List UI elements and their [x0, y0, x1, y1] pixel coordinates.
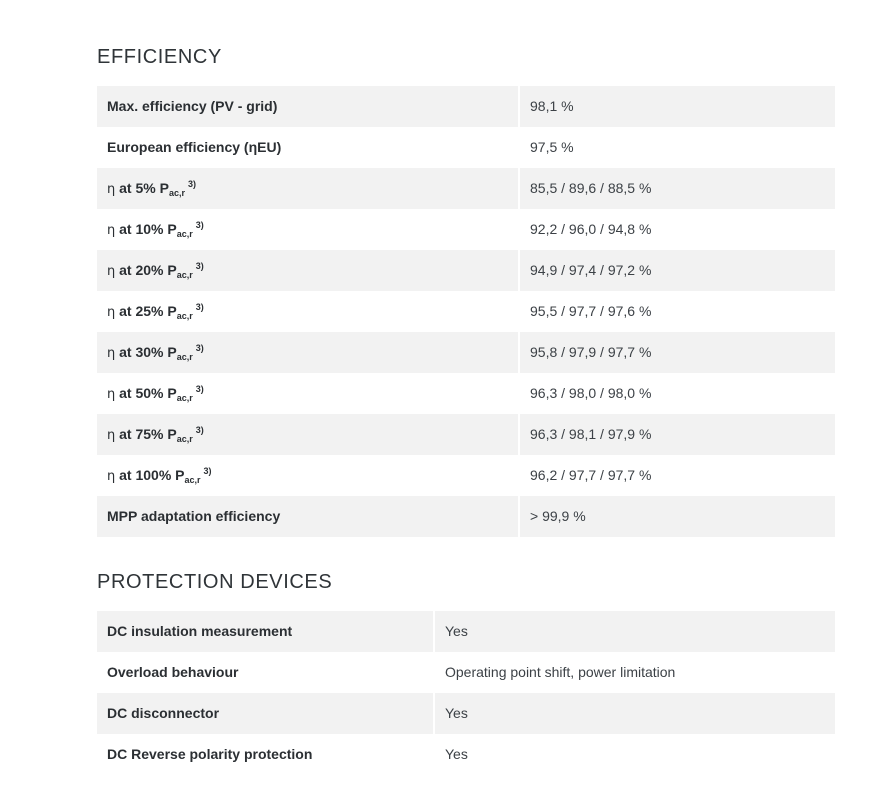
table-row [97, 250, 835, 291]
eta-symbol: η [107, 346, 116, 361]
row-label [97, 414, 518, 455]
label-text: at 100% P [119, 467, 185, 483]
table-row [97, 291, 835, 332]
row-value: Yes [435, 693, 835, 734]
label-subscript: ac,r [176, 311, 193, 321]
table-row [97, 414, 835, 455]
row-label [97, 209, 518, 250]
eta-symbol: η [107, 387, 116, 402]
row-value: 94,9 / 97,4 / 97,2 % [520, 250, 835, 291]
label-subscript: ac,r [176, 434, 193, 444]
table-row [97, 127, 835, 168]
table-row [97, 332, 835, 373]
row-label [97, 291, 518, 332]
row-label: DC insulation measurement [97, 611, 433, 652]
table-row [97, 373, 835, 414]
efficiency-table [97, 86, 835, 537]
row-label [97, 373, 518, 414]
table-row [97, 209, 835, 250]
row-value: 96,3 / 98,0 / 98,0 % [530, 385, 652, 401]
table-row [97, 496, 835, 537]
row-label [97, 250, 518, 291]
row-value: Yes [445, 746, 468, 762]
table-row [97, 611, 835, 652]
row-label: DC disconnector [97, 693, 433, 734]
footnote-ref: 3) [195, 425, 204, 435]
footnote-ref: 3) [195, 261, 204, 271]
label-subscript: ac,r [176, 229, 193, 239]
eta-symbol: η [107, 223, 116, 238]
row-value: 96,3 / 98,1 / 97,9 % [520, 414, 835, 455]
row-value: 95,8 / 97,9 / 97,7 % [520, 332, 835, 373]
protection-table [97, 611, 835, 775]
footnote-ref: 3) [195, 343, 204, 353]
table-row [97, 455, 835, 496]
efficiency-heading: EFFICIENCY [97, 46, 222, 68]
row-value: 95,5 / 97,7 / 97,6 % [530, 303, 652, 319]
row-value: > 99,9 % [520, 496, 835, 537]
label-subscript: ac,r [184, 475, 201, 485]
eta-symbol: η [107, 428, 116, 443]
label-subscript: ac,r [176, 352, 193, 362]
footnote-ref: 3) [187, 179, 196, 189]
row-value: Operating point shift, power limitation [445, 664, 676, 680]
footnote-ref: 3) [195, 220, 204, 230]
row-label: Overload behaviour [107, 664, 239, 680]
table-row [97, 734, 835, 775]
footnote-ref: 3) [203, 466, 212, 476]
row-value: 98,1 % [520, 86, 835, 127]
label-subscript: ac,r [168, 188, 185, 198]
label-text: at 10% P [119, 221, 177, 237]
row-value: Yes [435, 611, 835, 652]
table-row [97, 652, 835, 693]
protection-section [97, 569, 835, 775]
footnote-ref: 3) [195, 302, 204, 312]
eta-symbol: η [107, 469, 116, 484]
row-label: European efficiency (ηEU) [107, 139, 282, 155]
label-text: at 5% P [119, 180, 169, 196]
table-row [97, 693, 835, 734]
label-subscript: ac,r [176, 270, 193, 280]
row-label: Max. efficiency (PV - grid) [97, 86, 518, 127]
row-label: DC Reverse polarity protection [107, 746, 313, 762]
row-label [97, 332, 518, 373]
row-value: 85,5 / 89,6 / 88,5 % [520, 168, 835, 209]
protection-heading: PROTECTION DEVICES [97, 571, 333, 593]
label-subscript: ac,r [176, 393, 193, 403]
row-label [97, 455, 518, 496]
row-value: 92,2 / 96,0 / 94,8 % [530, 221, 652, 237]
label-text: at 50% P [119, 385, 177, 401]
eta-symbol: η [107, 264, 116, 279]
label-text: at 20% P [119, 262, 177, 278]
efficiency-section [97, 44, 835, 537]
label-text: at 75% P [119, 426, 177, 442]
eta-symbol: η [107, 182, 116, 197]
row-value: 96,2 / 97,7 / 97,7 % [530, 467, 652, 483]
label-text: at 30% P [119, 344, 177, 360]
label-text: at 25% P [119, 303, 177, 319]
footnote-ref: 3) [195, 384, 204, 394]
row-label [97, 168, 518, 209]
table-row [97, 86, 835, 127]
table-row [97, 168, 835, 209]
row-value: 97,5 % [530, 139, 574, 155]
row-label: MPP adaptation efficiency [97, 496, 518, 537]
eta-symbol: η [107, 305, 116, 320]
